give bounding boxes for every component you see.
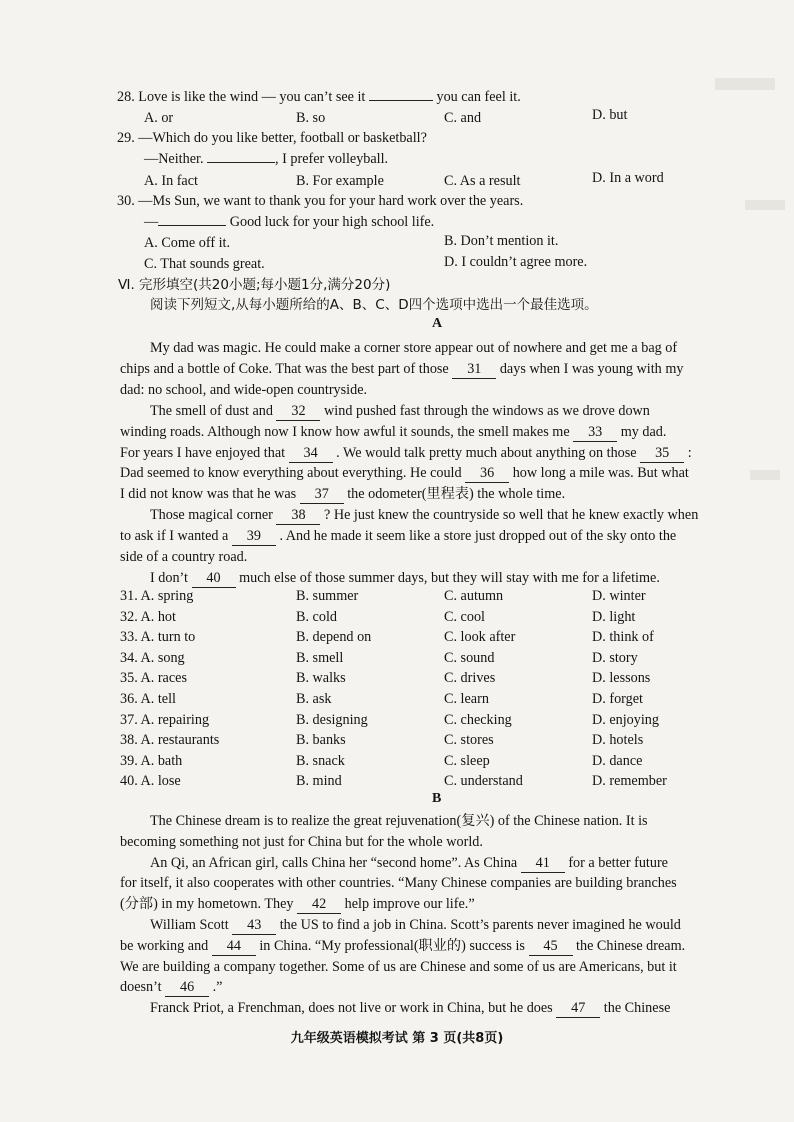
passage-text: An Qi, an African girl, calls China her “second home”. As China [150, 854, 518, 871]
passage-text: side of a country road. [120, 549, 248, 565]
cloze-blank[interactable]: 42 [297, 895, 341, 914]
passage-a-line [120, 485, 565, 504]
passage-text: the US to find a job in China. Scott’s parents never imagined he would [279, 917, 681, 933]
q29-option-c[interactable]: C. As a result [444, 173, 521, 189]
passage-a-line [150, 569, 660, 588]
cloze-option[interactable]: D. forget [592, 691, 643, 707]
cloze-blank[interactable]: 46 [165, 978, 209, 997]
cloze-option[interactable]: 36. A. tell [120, 691, 176, 707]
passage-text: be working and [120, 937, 209, 954]
passage-text: wind pushed fast through the windows as we drove down [324, 402, 650, 419]
passage-a-line [120, 381, 367, 399]
bleed-through-mark [715, 78, 775, 90]
q28-option-b[interactable]: B. so [296, 110, 326, 126]
cloze-blank[interactable]: 31 [452, 360, 496, 379]
cloze-option[interactable]: D. dance [592, 752, 643, 769]
q28-stem: 28. Love is like the wind — you can’t see it you can feel it. [117, 89, 521, 105]
passage-text: much else of those summer days, but they will stay with me for a lifetime. [239, 569, 660, 586]
q30-option-a[interactable]: A. Come off it. [144, 235, 231, 251]
passage-text: We are building a company together. Some of us are Chinese and some of us are Americans, but it [120, 958, 677, 975]
cloze-option[interactable]: 34. A. song [120, 649, 185, 666]
passage-text: .” [212, 979, 223, 996]
q28-option-a[interactable]: A. or [144, 110, 174, 126]
passage-a-line [150, 402, 650, 421]
cloze-option[interactable]: B. depend on [296, 629, 372, 646]
cloze-option[interactable]: B. walks [296, 670, 346, 687]
passage-b-line [150, 812, 648, 830]
q29-option-b[interactable]: B. For example [296, 173, 384, 189]
cloze-option[interactable]: C. look after [444, 629, 516, 646]
cloze-option[interactable]: 40. A. lose [120, 773, 181, 790]
passage-text: William Scott [150, 917, 229, 933]
passage-text: The Chinese dream is to realize the great rejuvenation(复兴) of the Chinese nation. It is [150, 813, 648, 829]
passage-text: help improve our life.” [344, 896, 475, 913]
passage-b-line [120, 833, 483, 851]
passage-b-line [150, 916, 681, 935]
cloze-option[interactable]: C. sleep [444, 752, 490, 769]
cloze-option[interactable]: D. remember [592, 773, 667, 790]
cloze-option[interactable]: 33. A. turn to [120, 629, 196, 646]
cloze-blank[interactable]: 38 [276, 506, 320, 525]
cloze-option[interactable]: C. checking [444, 711, 512, 728]
cloze-blank[interactable]: 34 [289, 444, 333, 463]
passage-text: For years I have enjoyed that [120, 444, 286, 461]
passage-text: chips and a bottle of Coke. That was the best part of those [120, 360, 449, 377]
cloze-option[interactable]: B. snack [296, 752, 345, 769]
cloze-option[interactable]: D. light [592, 608, 636, 625]
cloze-option[interactable]: 35. A. races [120, 670, 187, 687]
passage-text: (分部) in my hometown. They [120, 896, 294, 913]
bleed-through-mark [750, 470, 780, 480]
passage-text: the odometer(里程表) the whole time. [347, 486, 566, 503]
cloze-option[interactable]: B. cold [296, 608, 337, 625]
passage-a-line [120, 360, 683, 379]
passage-a-line [120, 423, 666, 442]
q28-option-d[interactable]: D. but [592, 107, 628, 123]
cloze-blank[interactable]: 33 [573, 423, 617, 442]
passage-text: becoming something not just for China but for the whole world. [120, 833, 483, 850]
cloze-blank[interactable]: 37 [300, 485, 344, 504]
cloze-option[interactable]: D. enjoying [592, 711, 659, 728]
passage-text: Franck Priot, a Frenchman, does not live or work in China, but he does [150, 1000, 553, 1017]
q30-option-b[interactable]: B. Don’t mention it. [444, 233, 559, 249]
passage-a-line [150, 339, 677, 357]
passage-b-line [120, 937, 685, 956]
passage-text: . We would talk pretty much about anything on those [336, 444, 637, 461]
cloze-option[interactable]: D. winter [592, 588, 646, 604]
cloze-option[interactable]: C. autumn [444, 588, 504, 604]
passage-text: doesn’t [120, 979, 162, 996]
cloze-blank[interactable]: 44 [212, 937, 256, 956]
passage-text: dad: no school, and wide-open countryside. [120, 381, 368, 398]
passage-b-line [150, 854, 668, 873]
cloze-option[interactable]: B. summer [296, 588, 359, 604]
passage-a-line [120, 548, 247, 566]
cloze-option[interactable]: D. hotels [592, 732, 644, 749]
cloze-option[interactable]: B. banks [296, 732, 346, 749]
passage-b-line [120, 958, 677, 976]
cloze-option[interactable]: C. drives [444, 670, 496, 687]
q28-blank[interactable] [369, 100, 433, 101]
cloze-option[interactable]: 31. A. spring [120, 588, 194, 604]
cloze-blank[interactable]: 41 [521, 854, 565, 873]
section-title: Ⅵ. 完形填空(共20小题;每小题1分,满分20分) [118, 277, 391, 293]
q30-reply: — Good luck for your high school life. [144, 214, 435, 230]
cloze-blank[interactable]: 39 [232, 527, 276, 546]
passage-b-label: B [432, 791, 442, 806]
cloze-blank[interactable]: 47 [556, 999, 600, 1018]
cloze-option[interactable]: C. sound [444, 649, 495, 666]
passage-a-line [120, 527, 676, 546]
cloze-option[interactable]: C. learn [444, 691, 489, 707]
passage-text: . And he made it seem like a store just dropped out of the sky onto the [279, 528, 677, 545]
cloze-option[interactable]: B. ask [296, 691, 332, 707]
q28-option-c[interactable]: C. and [444, 110, 482, 126]
passage-text: for a better future [568, 854, 668, 871]
q29-blank[interactable] [207, 162, 275, 163]
cloze-blank[interactable]: 35 [640, 444, 684, 463]
passage-text: in China. “My professional(职业的) success is [259, 937, 525, 954]
cloze-blank[interactable]: 40 [192, 569, 236, 588]
cloze-option[interactable]: 32. A. hot [120, 608, 176, 625]
page-footer: 九年级英语模拟考试 第 3 页(共8页) [290, 1031, 504, 1046]
cloze-option[interactable]: D. think of [592, 629, 654, 646]
cloze-option[interactable]: 37. A. repairing [120, 711, 210, 728]
passage-text: to ask if I wanted a [120, 528, 229, 545]
q30-option-c[interactable]: C. That sounds great. [144, 256, 265, 272]
passage-a-line [150, 506, 698, 525]
passage-a-line [120, 464, 689, 483]
passage-b-line [150, 999, 670, 1018]
cloze-option[interactable]: C. understand [444, 773, 523, 790]
q30-stem: 30. —Ms Sun, we want to thank you for your hard work over the years. [117, 193, 524, 209]
cloze-option[interactable]: C. cool [444, 608, 485, 625]
passage-text: Those magical corner [150, 507, 273, 524]
cloze-option[interactable]: D. story [592, 649, 638, 666]
passage-a-line [120, 444, 692, 463]
q30-blank[interactable] [158, 225, 226, 226]
cloze-blank[interactable]: 45 [529, 937, 573, 956]
passage-text: The smell of dust and [150, 402, 273, 419]
cloze-blank[interactable]: 43 [232, 916, 276, 935]
q29-option-d[interactable]: D. In a word [592, 170, 664, 186]
passage-text: : [687, 444, 692, 461]
cloze-option[interactable]: 39. A. bath [120, 752, 183, 769]
q29-stem: 29. —Which do you like better, football or basketball? [117, 130, 427, 146]
section-instruction: 阅读下列短文,从每小题所给的A、B、C、D四个选项中选出一个最佳选项。 [150, 297, 598, 313]
cloze-option[interactable]: D. lessons [592, 670, 651, 687]
passage-b-line [120, 895, 475, 914]
passage-text: winding roads. Although now I know how awful it sounds, the smell makes me [120, 423, 570, 440]
passage-text: My dad was magic. He could make a corner store appear out of nowhere and get me a bag of [150, 340, 678, 356]
passage-text: I did not know was that he was [120, 486, 297, 503]
passage-b-line [120, 874, 677, 892]
passage-text: days when I was young with my [499, 360, 684, 377]
passage-text: how long a mile was. But what [512, 465, 689, 482]
passage-b-line [120, 978, 222, 997]
cloze-blank[interactable]: 36 [465, 464, 509, 483]
passage-a-label: A [432, 316, 443, 331]
cloze-option[interactable]: B. designing [296, 711, 368, 728]
q29-option-a[interactable]: A. In fact [144, 173, 198, 189]
cloze-option[interactable]: B. mind [296, 773, 342, 790]
passage-text: my dad. [620, 423, 667, 440]
passage-text: the Chinese dream. [576, 937, 686, 954]
bleed-through-mark [745, 200, 785, 210]
cloze-option[interactable]: C. stores [444, 732, 494, 749]
q29-reply: —Neither. , I prefer volleyball. [144, 151, 389, 167]
passage-text: the Chinese [603, 1000, 671, 1017]
cloze-option[interactable]: B. smell [296, 649, 344, 666]
passage-text: for itself, it also cooperates with other countries. “Many Chinese companies are building branches [120, 875, 677, 892]
cloze-blank[interactable]: 32 [276, 402, 320, 421]
cloze-option[interactable]: 38. A. restaurants [120, 732, 220, 749]
passage-text: Dad seemed to know everything about everything. He could [120, 465, 462, 482]
passage-text: ? He just knew the countryside so well that he knew exactly when [324, 507, 699, 524]
passage-text: I don’t [150, 569, 188, 586]
q30-option-d[interactable]: D. I couldn’t agree more. [444, 254, 588, 270]
